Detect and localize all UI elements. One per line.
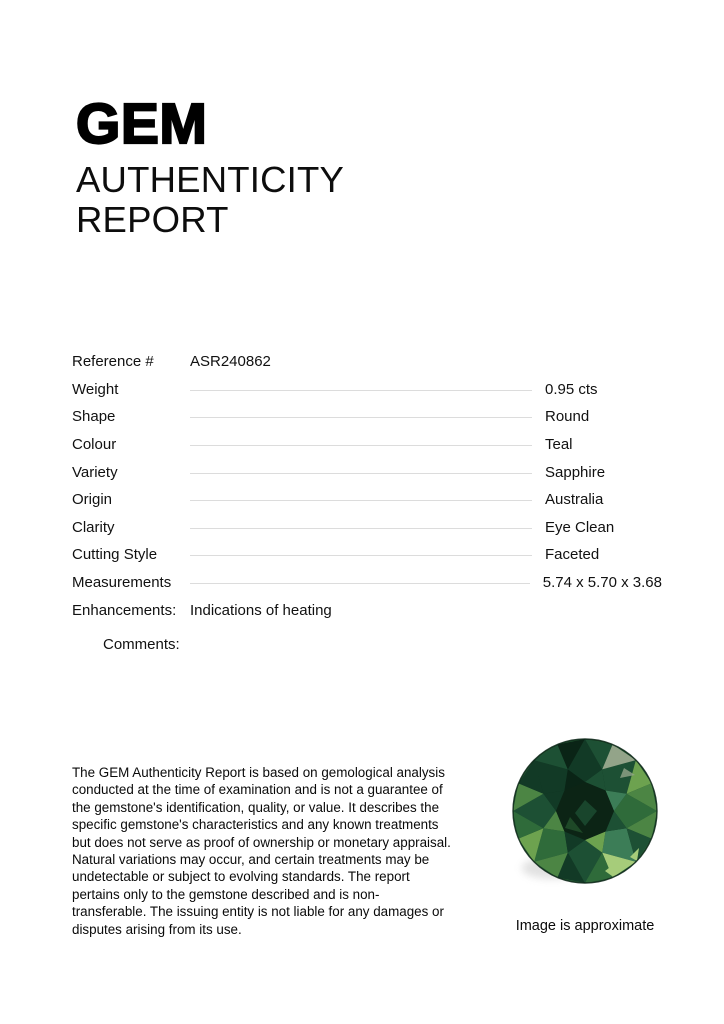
field-label-origin: Origin	[72, 491, 113, 509]
leader-line	[190, 390, 532, 391]
field-row-colour	[72, 431, 662, 459]
subtitle-line-1: AUTHENTICITY	[76, 159, 345, 200]
field-value-colour: Teal	[545, 436, 573, 454]
gem-attributes-list	[72, 348, 662, 659]
field-label-weight: Weight	[72, 380, 119, 398]
gem-caption: Image is approximate	[515, 918, 655, 934]
field-label-enhancements: Enhancements:	[72, 601, 177, 619]
field-row-weight	[72, 376, 662, 404]
field-value-shape: Round	[545, 408, 590, 426]
disclaimer-text: The GEM Authenticity Report is based on gemological analysis conducted at the time of examination and is not a guarantee of the gemstone's identification, quality, or value. It describes the specific gemstone's characteristics and any known treatments but does not serve as proof of ownership or monetary appraisal. Natural variations may occur, and certain treatments may be undetectable or subject to evolving standards. The report pertains only to the gemstone described and is non-transferable. The issuing entity is not liable for any damages or disputes arising from its use.	[72, 765, 451, 937]
leader-line	[190, 500, 532, 501]
report-header	[76, 94, 344, 240]
field-value-clarity: Eye Clean	[545, 518, 615, 536]
field-row-cutting-style	[72, 541, 662, 569]
field-label-shape: Shape	[72, 408, 116, 426]
field-label-comments: Comments:	[103, 636, 180, 654]
field-label-measurements: Measurements	[72, 574, 172, 592]
field-row-origin	[72, 486, 662, 514]
gem-photo-block	[508, 737, 662, 934]
field-value-enhancements: Indications of heating	[190, 601, 332, 619]
leader-line	[190, 583, 530, 584]
leader-line	[190, 528, 532, 529]
field-label-cutting-style: Cutting Style	[72, 546, 158, 564]
field-row-shape	[72, 403, 662, 431]
field-value-measurements: 5.74 x 5.70 x 3.68	[542, 574, 662, 592]
field-label-colour: Colour	[72, 436, 117, 454]
leader-line	[190, 417, 532, 418]
gem-image	[510, 737, 660, 887]
field-label-variety: Variety	[72, 463, 118, 481]
field-label-reference: Reference #	[72, 353, 154, 371]
field-row-comments	[72, 631, 662, 659]
field-row-clarity	[72, 514, 662, 542]
leader-line	[190, 555, 532, 556]
field-row-variety	[72, 458, 662, 486]
leader-line	[190, 473, 532, 474]
field-label-clarity: Clarity	[72, 518, 115, 536]
subtitle-line-2: REPORT	[76, 199, 229, 240]
field-value-cutting-style: Faceted	[545, 546, 600, 564]
field-value-weight: 0.95 cts	[545, 380, 598, 398]
field-row-measurements	[72, 569, 662, 597]
field-row-reference	[72, 348, 662, 376]
leader-line	[190, 445, 532, 446]
field-value-reference: ASR240862	[190, 353, 271, 371]
brand-title: GEM	[76, 92, 208, 156]
field-value-variety: Sapphire	[545, 463, 606, 481]
field-value-origin: Australia	[545, 491, 604, 509]
field-row-enhancements	[72, 596, 662, 624]
report-subtitle	[76, 160, 344, 240]
